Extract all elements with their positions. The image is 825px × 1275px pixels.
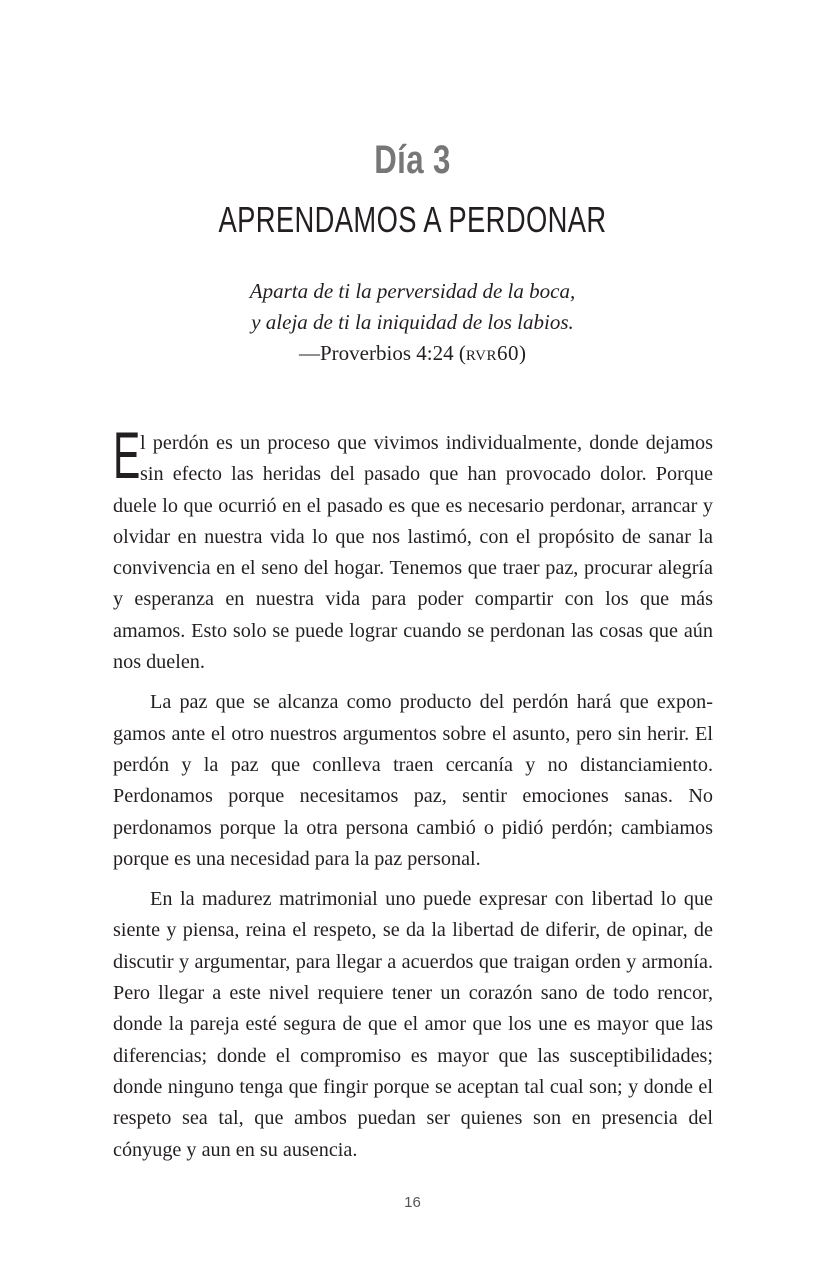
paragraph-1 (113, 418, 713, 678)
day-label: Día 3 (374, 138, 451, 182)
reference-text: —Proverbios 4:24 ( (299, 341, 466, 365)
body-text (113, 418, 713, 1175)
paragraph-2: La paz que se alcanza como producto del perdón hará que expongamos ante el otro nuestros argumentos sobre el asunto, pero sin herir. El perdón y la paz que conlleva traen cercanía y no distanciamiento. Perdonamos porque necesitamos paz, sentir emociones sanas. No perdonamos porque la otra persona cambió o pidió perdón; cambiamos porque es una necesidad para la paz personal. (113, 691, 713, 870)
epigraph (0, 276, 825, 369)
epigraph-reference (0, 338, 825, 369)
epigraph-line-2: y aleja de ti la iniquidad de los labios. (251, 310, 574, 334)
epigraph-line-1: Aparta de ti la perversidad de la boca, (249, 279, 576, 303)
reference-close: ) (518, 341, 526, 365)
bible-version: rvr60 (465, 341, 519, 365)
chapter-title: APRENDAMOS A PERDONAR (218, 199, 607, 240)
paragraph-1-text: l perdón es un proceso que vivimos individualmente, donde dejamos sin efecto las heridas del pasado que han provocado dolor. Porque duele lo que ocurrió en el pasado es que es necesario perdonar, arrancar y olvidar en nuestra vida lo que nos lastimó, con el propósito de sanar la convivencia en el seno del hogar. Tenemos que traer paz, procurar alegría y esperanza en nuestra vida para poder compartir con los que más amamos. Esto solo se puede lograr cuando se perdonan las cosas que aún nos duelen. (113, 432, 713, 674)
drop-cap: E (113, 418, 141, 492)
paragraph-3: En la madurez matrimonial uno puede expresar con libertad lo que siente y piensa, reina el respeto, se da la libertad de diferir, de opinar, de discutir y argumentar, para llegar a acuerdos que traigan orden y armonía. Pero llegar a este nivel requiere tener un corazón sano de todo rencor, donde la pareja esté segura de que el amor que los une es mayor que las diferencias; donde el compromiso es mayor que las susceptibilidades; donde ninguno tenga que fingir porque se aceptan tal cual son; y donde el respeto sea tal, que ambos puedan ser quienes son en presencia del cónyuge y aun en su ausencia. (113, 888, 713, 1161)
page-number: 16 (404, 1194, 421, 1211)
